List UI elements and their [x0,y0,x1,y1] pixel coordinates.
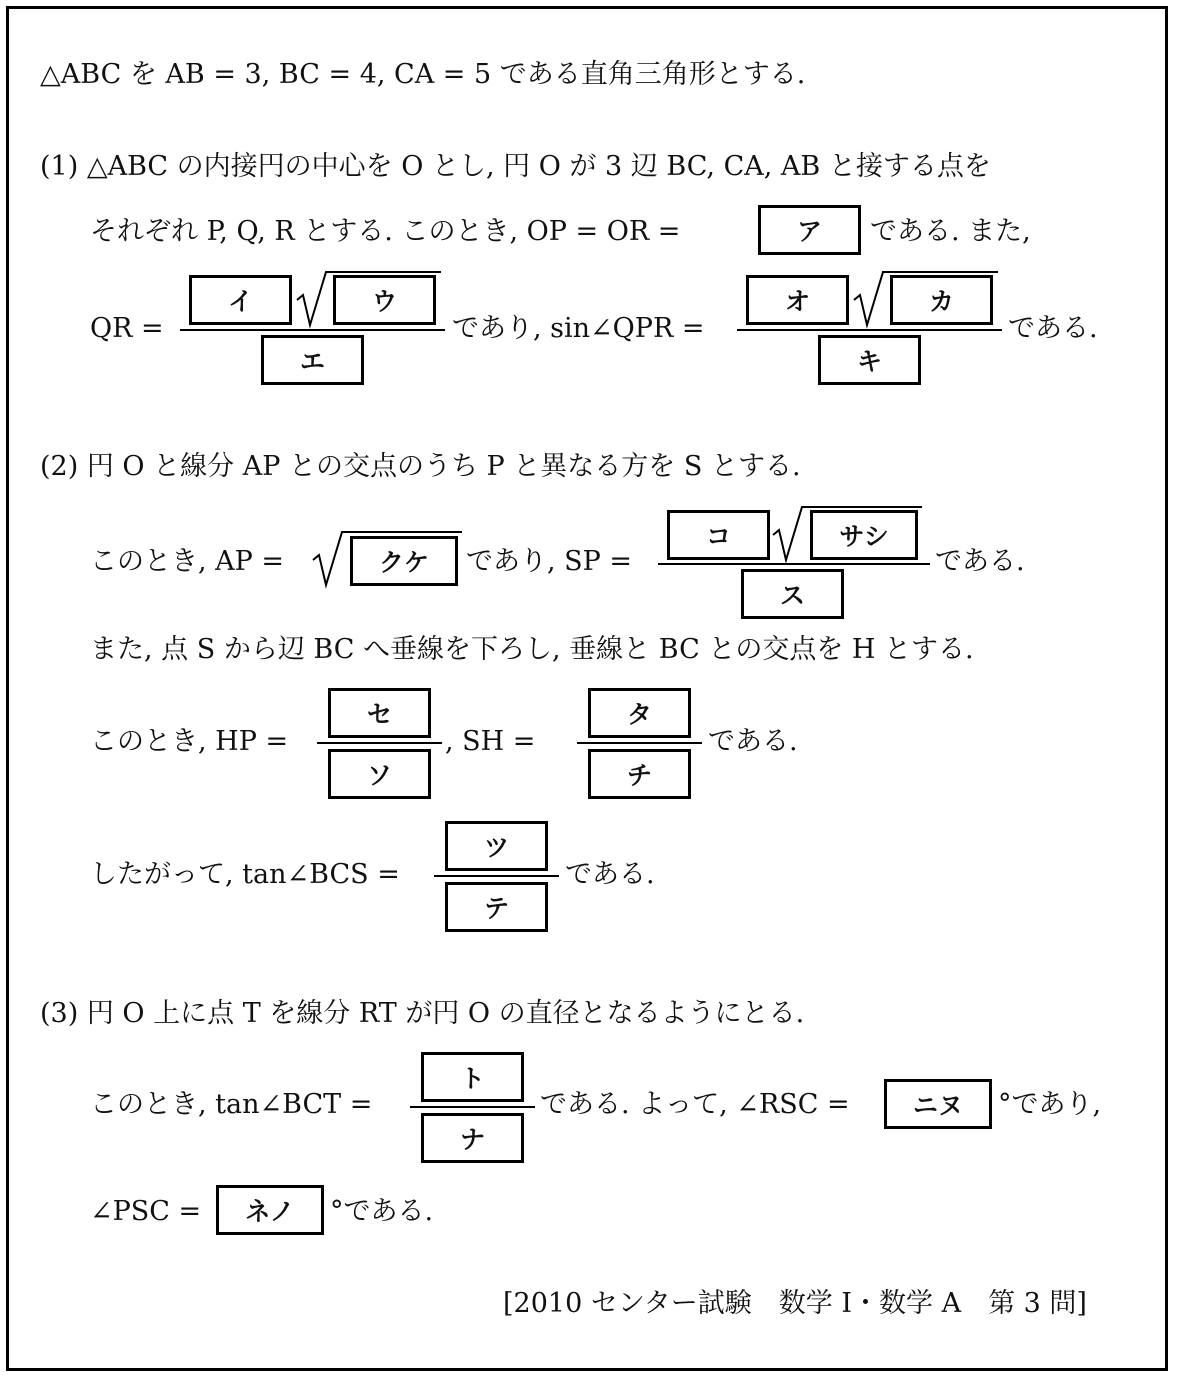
answer-box-o[interactable]: オ [746,275,849,325]
answer-box-kuke[interactable]: クケ [350,536,458,586]
answer-box-ko[interactable]: コ [667,510,770,560]
sp-label: であり, SP = [466,546,633,577]
source-citation: [2010 センター試験 数学 I・数学 A 第 3 問] [503,1288,1087,1319]
answer-box-ki[interactable]: キ [818,335,921,385]
answer-box-se[interactable]: セ [328,688,431,738]
rsc-label: である. よって, ∠RSC = [540,1089,850,1120]
answer-box-e[interactable]: エ [261,335,364,385]
answer-box-su[interactable]: ス [741,569,844,619]
sp-end: である. [935,546,1025,577]
answer-box-ninu[interactable]: ニヌ [884,1079,992,1129]
ap-label: このとき, AP = [90,546,285,577]
sin-qpr-label: であり, sin∠QPR = [452,313,705,344]
fraction-bar [737,329,1002,331]
qr-label: QR = [90,313,164,344]
part1-end: である. [1008,313,1098,344]
answer-box-u[interactable]: ウ [333,275,436,325]
answer-box-chi[interactable]: チ [588,749,691,799]
fraction-bar [577,742,702,744]
answer-box-sashi[interactable]: サシ [810,510,918,560]
fraction-bar [410,1106,535,1108]
tan-bcs-label: したがって, tan∠BCS = [90,859,400,890]
hp-label: このとき, HP = [90,726,289,757]
answer-box-ta[interactable]: タ [588,688,691,738]
part2-line1: (2) 円 O と線分 AP との交点のうち P と異なる方を S とする. [40,451,801,482]
part1-line1: (1) △ABC の内接円の中心を O とし, 円 O が 3 辺 BC, CA, AB と接する点を [40,151,991,182]
rsc-end: °であり, [998,1089,1102,1120]
answer-box-te[interactable]: テ [445,882,548,932]
intro-text: △ABC を AB = 3, BC = 4, CA = 5 である直角三角形とする. [40,59,806,90]
answer-box-to[interactable]: ト [421,1052,524,1102]
fraction-bar [434,875,559,877]
answer-box-na[interactable]: ナ [421,1113,524,1163]
fraction-bar [317,742,442,744]
answer-box-so[interactable]: ソ [328,749,431,799]
part1-line2-end: である. また, [870,216,1031,247]
tan-bcs-end: である. [565,859,655,890]
part3-line1: (3) 円 O 上に点 T を線分 RT が円 O の直径となるようにとる. [40,998,805,1029]
sh-end: である. [708,726,798,757]
part2-line3: また, 点 S から辺 BC へ垂線を下ろし, 垂線と BC との交点を H とする. [90,634,974,665]
part1-line2: それぞれ P, Q, R とする. このとき, OP = OR = [90,216,681,247]
psc-end: °である. [330,1196,434,1227]
tan-bct-label: このとき, tan∠BCT = [90,1089,373,1120]
answer-box-a[interactable]: ア [758,205,861,255]
answer-box-neno[interactable]: ネノ [216,1185,324,1235]
answer-box-ka[interactable]: カ [890,275,993,325]
sh-label: , SH = [445,726,536,757]
answer-box-tsu[interactable]: ツ [445,821,548,871]
fraction-bar [658,563,930,565]
psc-label: ∠PSC = [90,1196,202,1227]
problem-frame [6,6,1168,1371]
fraction-bar [180,329,445,331]
answer-box-i[interactable]: イ [189,275,292,325]
